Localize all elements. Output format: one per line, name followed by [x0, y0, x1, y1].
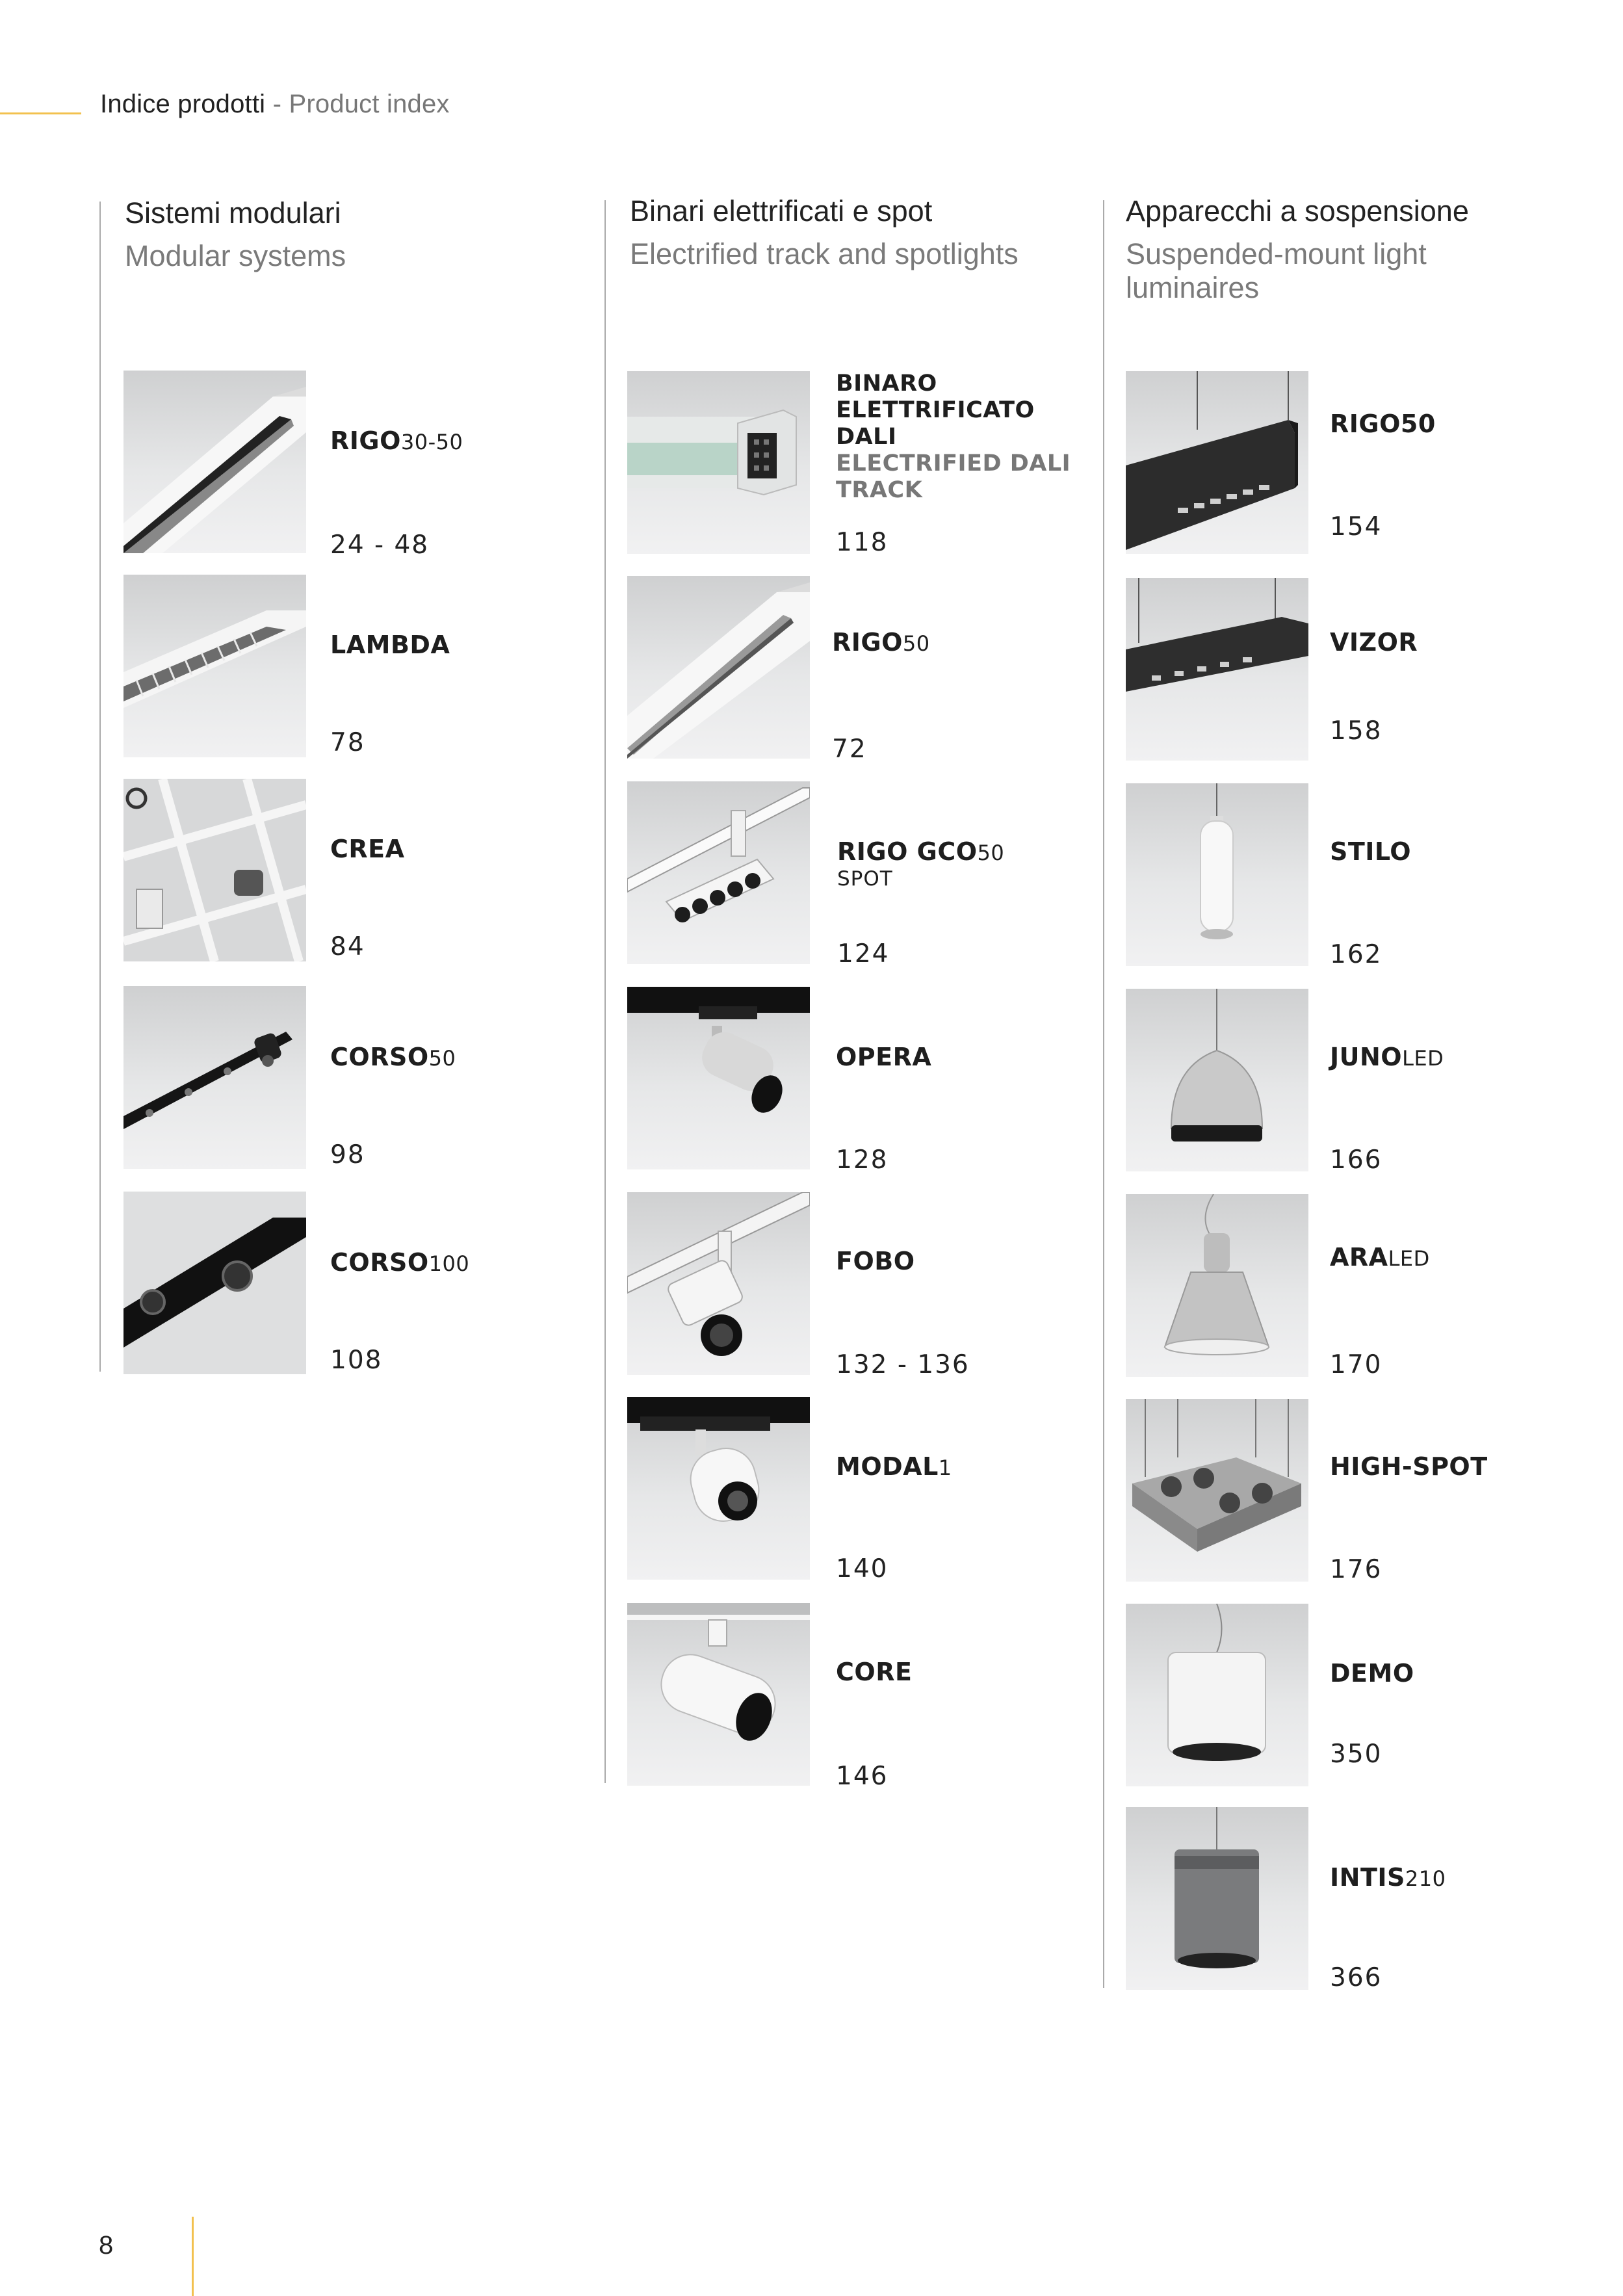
product-name[interactable]: MODAL1: [836, 1452, 952, 1481]
product-page[interactable]: 84: [330, 932, 365, 961]
product-name[interactable]: OPERA: [836, 1043, 932, 1071]
product-page[interactable]: 140: [836, 1554, 889, 1584]
product-page[interactable]: 98: [330, 1140, 365, 1169]
product-image-vizor[interactable]: [1126, 578, 1308, 761]
product-image-high-spot[interactable]: [1126, 1399, 1308, 1582]
product-page[interactable]: 350: [1330, 1740, 1383, 1769]
column-title-en: Electrified track and spotlights: [630, 237, 1019, 270]
cylinder-pendant-icon: [1126, 1604, 1308, 1786]
product-name[interactable]: ARALED: [1330, 1243, 1430, 1272]
product-image-core[interactable]: [627, 1603, 810, 1786]
column-title-it: Binari elettrificati e spot: [630, 194, 933, 228]
product-name[interactable]: [836, 371, 1096, 504]
product-page[interactable]: 146: [836, 1762, 889, 1791]
product-name[interactable]: RIGO50: [832, 628, 930, 657]
footer-accent-line: [192, 2217, 194, 2296]
product-name[interactable]: INTIS210: [1330, 1863, 1446, 1892]
product-image-rigo-50[interactable]: [627, 576, 810, 759]
track-spot-icon: [123, 986, 306, 1169]
product-name[interactable]: STILO: [1330, 837, 1412, 866]
product-page[interactable]: 72: [832, 735, 867, 764]
track-section-icon: [627, 371, 810, 554]
product-page[interactable]: 170: [1330, 1350, 1383, 1379]
column-rule-3: [1103, 200, 1104, 1988]
spot-bar-icon: [627, 781, 810, 964]
product-name[interactable]: RIGO50: [1330, 410, 1436, 438]
product-image-ara-led[interactable]: [1126, 1194, 1308, 1377]
product-image-rigo-gco-50-spot[interactable]: [627, 781, 810, 964]
product-image-modal-1[interactable]: [627, 1397, 810, 1580]
product-page[interactable]: 24 - 48: [330, 530, 430, 560]
ceiling-grid-icon: [123, 779, 306, 961]
product-image-binaro-dali[interactable]: [627, 371, 810, 554]
product-name[interactable]: DEMO: [1330, 1659, 1414, 1688]
product-image-crea[interactable]: [123, 779, 306, 961]
product-name[interactable]: RIGO30-50: [330, 426, 463, 455]
product-name[interactable]: VIZOR: [1330, 628, 1418, 657]
product-image-intis-210[interactable]: [1126, 1807, 1308, 1990]
header-title-it: Indice prodotti: [100, 90, 266, 118]
track-projector-icon: [627, 1192, 810, 1375]
linear-profile-icon: [627, 576, 810, 759]
column-rule-1: [99, 202, 101, 1372]
product-page[interactable]: 162: [1330, 940, 1383, 969]
column-title-modular: [125, 196, 580, 273]
product-page[interactable]: 128: [836, 1145, 889, 1175]
product-image-fobo[interactable]: [627, 1192, 810, 1375]
square-pendant-icon: [1126, 1399, 1308, 1582]
wide-track-icon: [123, 1192, 306, 1374]
product-image-stilo[interactable]: [1126, 783, 1308, 966]
product-image-demo[interactable]: [1126, 1604, 1308, 1786]
product-page[interactable]: 166: [1330, 1145, 1383, 1175]
cylinder-spot-icon: [627, 1397, 810, 1580]
product-image-opera[interactable]: [627, 987, 810, 1169]
column-title-it: Sistemi modulari: [125, 196, 341, 229]
product-page[interactable]: 108: [330, 1346, 383, 1375]
product-name[interactable]: JUNOLED: [1330, 1043, 1444, 1071]
product-image-juno-led[interactable]: [1126, 989, 1308, 1171]
product-image-rigo-30-50[interactable]: [123, 371, 306, 553]
page-number: 8: [99, 2231, 114, 2260]
product-page[interactable]: 132 - 136: [836, 1350, 970, 1379]
product-name[interactable]: FOBO: [836, 1247, 915, 1275]
product-name[interactable]: CORSO100: [330, 1248, 470, 1277]
column-title-en: Modular systems: [125, 239, 346, 272]
product-page[interactable]: 78: [330, 728, 365, 757]
column-title-track: [630, 194, 1020, 271]
cylinder-spot-icon: [627, 1603, 810, 1786]
column-title-it: Apparecchi a sospensione: [1126, 194, 1469, 228]
product-name[interactable]: CREA: [330, 835, 405, 863]
track-projector-icon: [627, 987, 810, 1169]
product-image-corso-50[interactable]: [123, 986, 306, 1169]
product-image-corso-100[interactable]: [123, 1192, 306, 1374]
product-name-it: BINARO ELETTRIFICATO DALI: [836, 371, 1035, 450]
product-name[interactable]: RIGO GCO50 SPOT: [837, 837, 1005, 891]
product-page[interactable]: 366: [1330, 1963, 1383, 1992]
louvre-profile-icon: [123, 575, 306, 757]
product-page[interactable]: 158: [1330, 716, 1383, 746]
product-name[interactable]: HIGH-SPOT: [1330, 1452, 1488, 1481]
product-name-en: ELECTRIFIED DALI TRACK: [836, 450, 1071, 503]
suspended-bar-icon: [1126, 371, 1308, 554]
product-page[interactable]: 176: [1330, 1555, 1383, 1584]
product-page[interactable]: 154: [1330, 512, 1383, 541]
column-title-en: Suspended-mount light luminaires: [1126, 237, 1427, 304]
linear-profile-icon: [123, 371, 306, 553]
cylinder-pendant-icon: [1126, 1807, 1308, 1990]
header-separator: -: [265, 90, 289, 118]
product-image-lambda[interactable]: [123, 575, 306, 757]
product-name[interactable]: CORE: [836, 1658, 913, 1686]
dome-pendant-icon: [1126, 989, 1308, 1171]
column-rule-2: [604, 200, 606, 1783]
product-name[interactable]: LAMBDA: [330, 631, 450, 659]
page-header: [100, 90, 450, 119]
product-page[interactable]: 124: [837, 939, 890, 969]
product-page[interactable]: 118: [836, 528, 889, 557]
header-accent-line: [0, 112, 81, 114]
bell-pendant-icon: [1126, 1194, 1308, 1377]
suspended-bar-icon: [1126, 578, 1308, 761]
tube-pendant-icon: [1126, 783, 1308, 966]
product-name[interactable]: CORSO50: [330, 1043, 456, 1071]
header-title-en: Product index: [289, 90, 450, 118]
column-title-suspended: [1126, 194, 1516, 305]
product-image-rigo50-suspended[interactable]: [1126, 371, 1308, 554]
